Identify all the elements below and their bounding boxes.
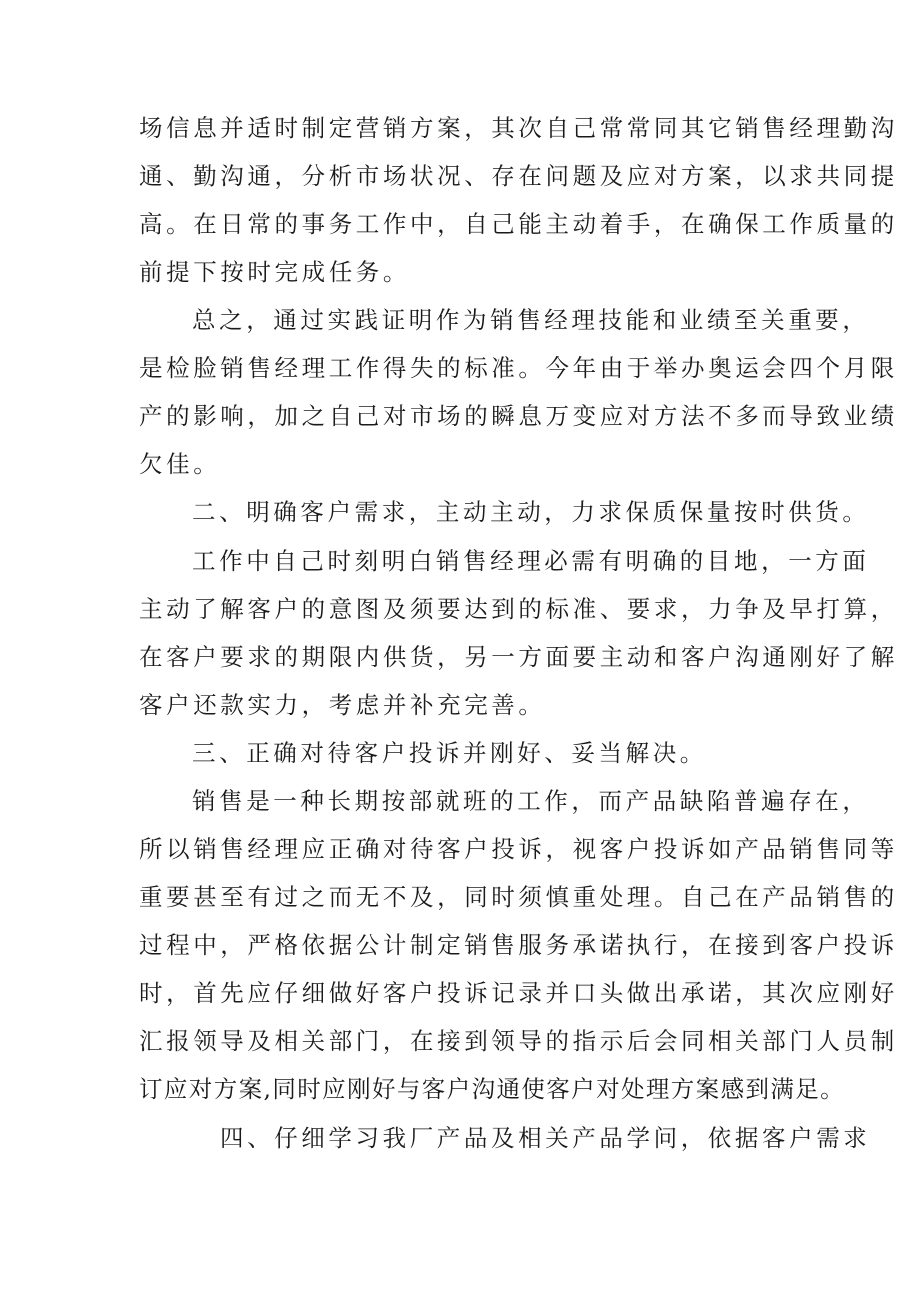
- text-line: 订应对方案,同时应刚好与客户沟通使客户对处理方案感到满足。: [139, 1075, 846, 1103]
- text-line: 主动了解客户的意图及须要达到的标准、要求，力争及早打算，: [139, 595, 898, 623]
- text-line: 场信息并适时制定营销方案，其次自己常常同其它销售经理勤沟: [139, 114, 898, 142]
- text-line: 所以销售经理应正确对待客户投诉，视客户投诉如产品销售同等: [139, 835, 898, 863]
- text-line: 高。在日常的事务工作中，自己能主动着手，在确保工作质量的: [139, 210, 898, 238]
- section-heading-4: 四、仔细学习我厂产品及相关产品学问，依据客户需求: [220, 1124, 871, 1152]
- paragraph-start: 总之，通过实践证明作为销售经理技能和业绩至关重要，: [192, 306, 870, 334]
- text-line: 汇报领导及相关部门，在接到领导的指示后会同相关部门人员制: [139, 1027, 898, 1055]
- text-line: 重要甚至有过之而无不及，同时须慎重处理。自己在产品销售的: [139, 883, 898, 911]
- text-line: 过程中，严格依据公计制定销售服务承诺执行，在接到客户投诉: [139, 931, 898, 959]
- section-heading-3: 三、正确对待客户投诉并刚好、妥当解决。: [192, 739, 707, 767]
- text-line: 通、勤沟通，分析市场状况、存在问题及应对方案，以求共同提: [139, 162, 898, 190]
- text-line: 时，首先应仔细做好客户投诉记录并口头做出承诺，其次应刚好: [139, 979, 898, 1007]
- paragraph-start: 工作中自己时刻明白销售经理必需有明确的目地，一方面: [192, 547, 870, 575]
- text-line: 产的影响，加之自己对市场的瞬息万变应对方法不多而导致业绩: [139, 402, 898, 430]
- text-line: 欠佳。: [139, 450, 221, 478]
- text-line: 是检脸销售经理工作得失的标准。今年由于举办奥运会四个月限: [139, 354, 898, 382]
- section-heading-2: 二、明确客户需求，主动主动，力求保质保量按时供货。: [192, 498, 870, 526]
- text-line: 前提下按时完成任务。: [139, 258, 410, 286]
- text-line: 客户还款实力，考虑并补充完善。: [139, 691, 546, 719]
- paragraph-start: 销售是一种长期按部就班的工作，而产品缺陷普遍存在，: [192, 787, 870, 815]
- text-line: 在客户要求的期限内供货，另一方面要主动和客户沟通刚好了解: [139, 643, 898, 671]
